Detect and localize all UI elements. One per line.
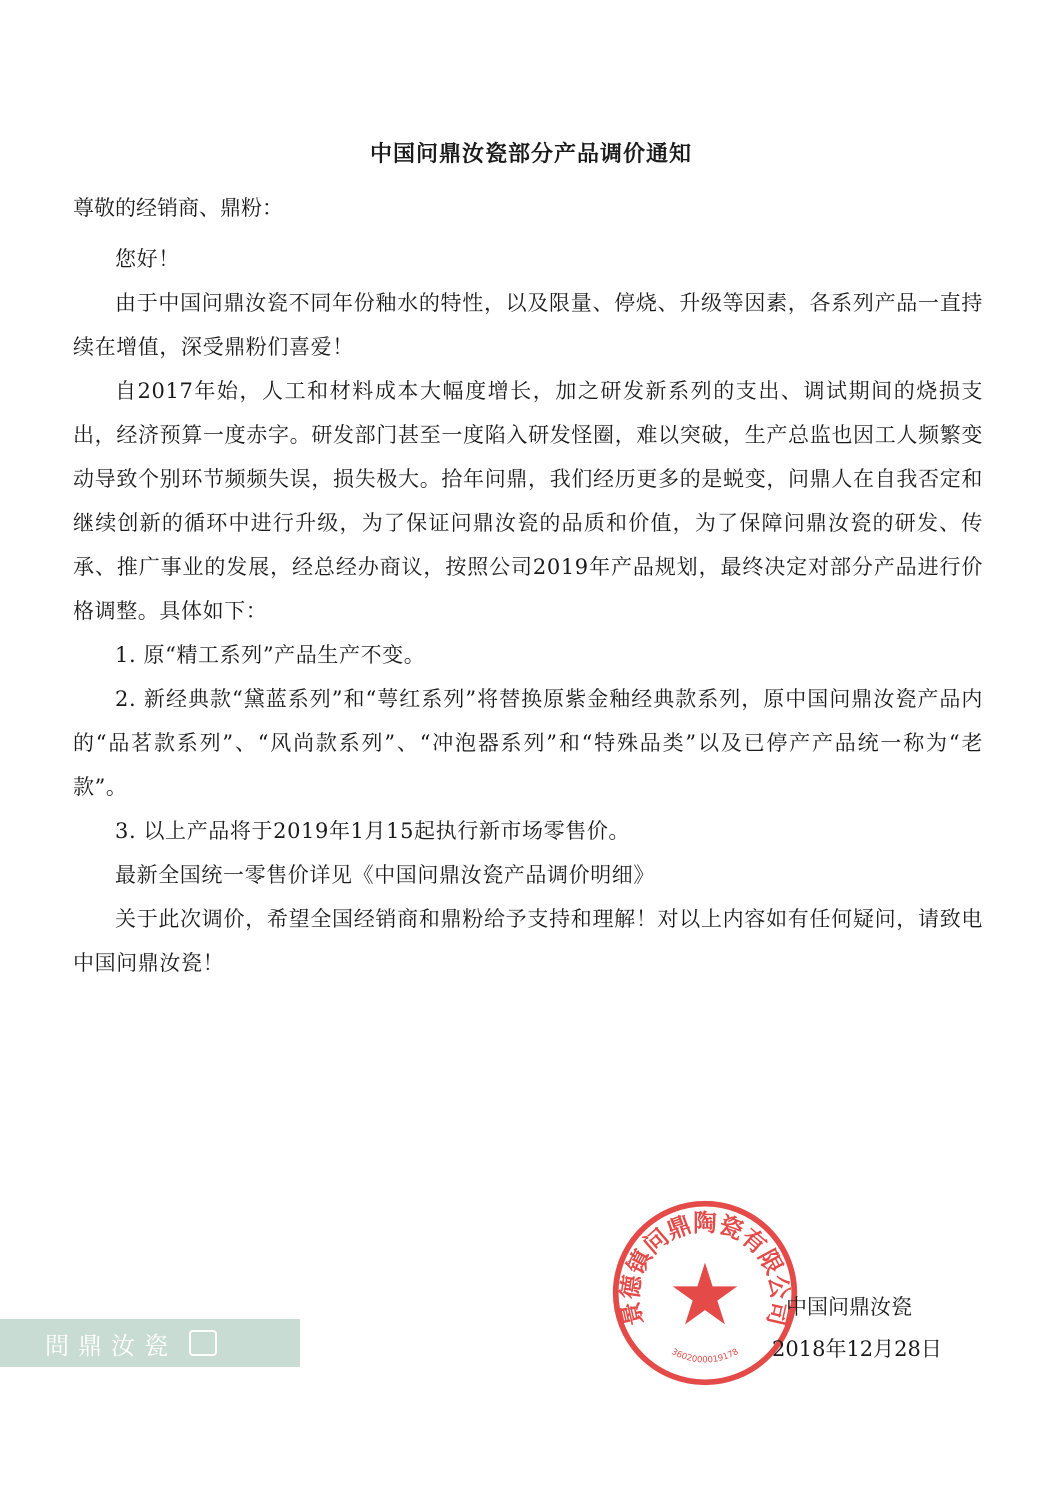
document-title: 中国问鼎汝瓷部分产品调价通知 bbox=[369, 142, 692, 167]
star-icon bbox=[673, 1263, 738, 1325]
brand-watermark bbox=[0, 1319, 300, 1367]
body-paragraph: 最新全国统一零售价详见《中国问鼎汝瓷产品调价明细》 bbox=[115, 863, 655, 887]
signature-date: 2018年12月28日 bbox=[772, 1337, 942, 1361]
body-paragraph: 自2017年始，人工和材料成本大幅度增长，加之研发新系列的支出、调试期间的烧损支出，经济预算一度赤字。研发部门甚至一度陷入研发怪圈，难以突破，生产总监也因工人频繁变动导致个别环节频频失误，损失极大。拾年问鼎，我们经历更多的是蜕变，问鼎人在自我否定和继续创新的循环中进行升级，为了保证问鼎汝瓷的品质和价值，为了保障问鼎汝瓷的研发、传承、推广事业的发展，经总经办商议，按照公司2019年产品规划，最终决定对部分产品进行价格调整。具体如下： bbox=[73, 379, 983, 623]
letter-body bbox=[73, 237, 983, 985]
signature-organization: 中国问鼎汝瓷 bbox=[786, 1295, 912, 1319]
seal-number: 3602000019178 bbox=[669, 1347, 741, 1366]
watermark-text: 問鼎汝瓷 bbox=[45, 1331, 177, 1360]
list-item: 2. 新经典款“黛蓝系列”和“萼红系列”将替换原紫金釉经典款系列，原中国问鼎汝瓷产品内的“品茗款系列”、“风尚款系列”、“冲泡器系列”和“特殊品类”以及已停产产品统一称为“老款”。 bbox=[73, 687, 983, 799]
body-paragraph: 由于中国问鼎汝瓷不同年份釉水的特性，以及限量、停烧、升级等因素，各系列产品一直持续在增值，深受鼎粉们喜爱！ bbox=[73, 291, 983, 359]
logo-icon bbox=[189, 1330, 217, 1356]
list-item: 3. 以上产品将于2019年1月15起执行新市场零售价。 bbox=[115, 819, 631, 843]
greeting: 您好！ bbox=[115, 247, 180, 271]
body-paragraph: 关于此次调价，希望全国经销商和鼎粉给予支持和理解！对以上内容如有任何疑问，请致电中国问鼎汝瓷！ bbox=[73, 907, 983, 975]
list-item: 1. 原“精工系列”产品生产不变。 bbox=[115, 643, 426, 667]
seal-text: 景德镇问鼎陶瓷有限公司 bbox=[615, 1208, 795, 1329]
salutation: 尊敬的经销商、鼎粉： bbox=[73, 196, 283, 220]
